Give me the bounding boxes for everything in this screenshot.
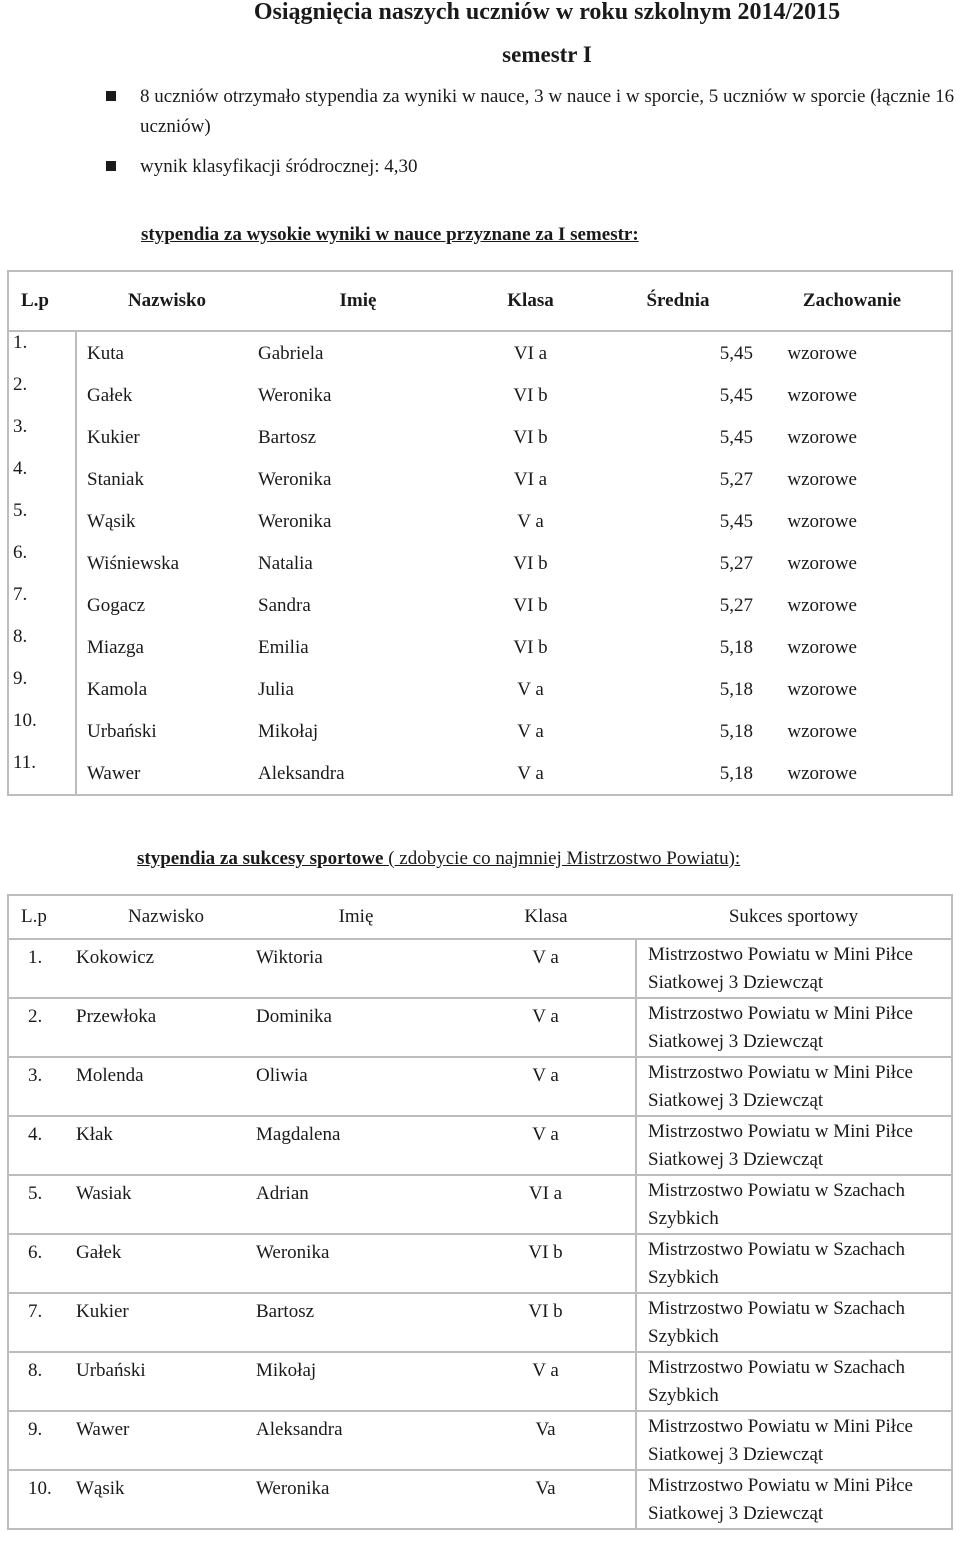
cell-nazwisko-text: Wawer (87, 763, 141, 784)
cell-srednia-text: 5,45 (719, 343, 753, 364)
cell-sukces (636, 1411, 952, 1470)
page-title: Osiągnięcia naszych uczniów w roku szkolnym 2014/2015 (253, 0, 841, 25)
sports-heading-bold: stypendia za sukcesy sportowe (137, 848, 384, 869)
cell-srednia (603, 374, 753, 416)
cell-imie (256, 1293, 456, 1352)
cell-zachowanie-text: wzorowe (787, 679, 857, 700)
cell-zachowanie-text: wzorowe (787, 595, 857, 616)
cell-zachowanie-text: wzorowe (787, 721, 857, 742)
cell-srednia-text: 5,18 (719, 763, 753, 784)
cell-lp (8, 374, 76, 416)
table-row (8, 668, 952, 710)
cell-lp (8, 626, 76, 668)
cell-lp (8, 710, 76, 752)
cell-imie-text: Natalia (258, 553, 313, 574)
cell-lp-text: 9. (13, 668, 28, 689)
cell-klasa (458, 500, 603, 542)
cell-imie (256, 1470, 456, 1529)
cell-imie (258, 584, 458, 626)
cell-sukces (636, 1293, 952, 1352)
cell-imie (256, 1234, 456, 1293)
cell-klasa (458, 668, 603, 710)
table-row (8, 500, 952, 542)
cell-nazwisko-text: Urbański (76, 1360, 146, 1381)
cell-srednia (603, 668, 753, 710)
cell-klasa (456, 1293, 636, 1352)
cell-imie-text: Oliwia (256, 1065, 308, 1086)
cell-zachowanie (753, 458, 952, 500)
cell-zachowanie (753, 374, 952, 416)
cell-lp-text: 7. (13, 584, 28, 605)
cell-lp-text: 4. (28, 1124, 43, 1145)
cell-lp (8, 998, 76, 1057)
cell-srednia (603, 752, 753, 795)
table-row (8, 458, 952, 500)
cell-lp-text: 4. (13, 458, 28, 479)
header-sukces: Sukces sportowy (728, 906, 859, 927)
cell-lp (8, 1352, 76, 1411)
header-lp: L.p (21, 290, 49, 311)
cell-imie (258, 542, 458, 584)
cell-nazwisko (76, 752, 258, 795)
cell-nazwisko (76, 374, 258, 416)
cell-nazwisko-text: Gałek (76, 1242, 122, 1263)
cell-srednia-text: 5,45 (719, 427, 753, 448)
cell-lp-text: 1. (28, 947, 43, 968)
cell-imie-text: Aleksandra (256, 1419, 343, 1440)
cell-imie-text: Dominika (256, 1006, 332, 1027)
cell-klasa-text: Va (535, 1478, 556, 1499)
cell-srednia (603, 500, 753, 542)
cell-imie (256, 1116, 456, 1175)
cell-klasa-text: VI a (513, 343, 548, 364)
cell-lp-text: 3. (28, 1065, 43, 1086)
cell-nazwisko (76, 1116, 256, 1175)
cell-imie-text: Julia (258, 679, 294, 700)
header-zachowanie: Zachowanie (802, 290, 902, 311)
cell-klasa (458, 458, 603, 500)
cell-klasa-text: VI b (513, 553, 548, 574)
summary-item-text: wynik klasyfikacji śródrocznej: 4,30 (140, 156, 418, 177)
cell-lp (8, 1234, 76, 1293)
cell-nazwisko-text: Gałek (87, 385, 133, 406)
cell-klasa (458, 542, 603, 584)
cell-imie (258, 668, 458, 710)
cell-nazwisko-text: Kukier (76, 1301, 129, 1322)
cell-nazwisko (76, 1470, 256, 1529)
cell-klasa (456, 1234, 636, 1293)
cell-imie-text: Adrian (256, 1183, 309, 1204)
cell-nazwisko (76, 1293, 256, 1352)
cell-klasa (456, 1057, 636, 1116)
cell-imie (258, 458, 458, 500)
cell-zachowanie (753, 331, 952, 374)
cell-zachowanie-text: wzorowe (787, 511, 857, 532)
cell-imie (256, 939, 456, 998)
cell-sukces (636, 1234, 952, 1293)
cell-lp-text: 2. (28, 1006, 43, 1027)
cell-nazwisko-text: Kłak (76, 1124, 113, 1145)
cell-imie (256, 1057, 456, 1116)
cell-imie-text: Weronika (258, 469, 332, 490)
cell-nazwisko-text: Wiśniewska (87, 553, 180, 574)
cell-imie (256, 1352, 456, 1411)
cell-zachowanie (753, 584, 952, 626)
cell-imie-text: Emilia (258, 637, 309, 658)
cell-lp (8, 500, 76, 542)
cell-lp (8, 1411, 76, 1470)
cell-nazwisko (76, 416, 258, 458)
cell-sukces (636, 998, 952, 1057)
cell-zachowanie-text: wzorowe (787, 637, 857, 658)
cell-srednia-text: 5,27 (719, 553, 753, 574)
table-row (8, 542, 952, 584)
cell-klasa (456, 1411, 636, 1470)
cell-klasa (458, 416, 603, 458)
table-row (8, 1293, 952, 1352)
cell-zachowanie (753, 542, 952, 584)
cell-lp (8, 668, 76, 710)
cell-klasa (456, 1352, 636, 1411)
cell-srednia-text: 5,27 (719, 595, 753, 616)
table-row (8, 1234, 952, 1293)
cell-nazwisko-text: Wasiak (76, 1183, 132, 1204)
cell-sukces-text: Mistrzostwo Powiatu w Szachach Szybkich (648, 1239, 905, 1288)
cell-imie-text: Bartosz (258, 427, 317, 448)
cell-lp-text: 7. (28, 1301, 43, 1322)
cell-klasa-text: VI b (513, 427, 548, 448)
cell-lp-text: 1. (13, 332, 28, 353)
cell-lp-text: 8. (13, 626, 28, 647)
cell-imie-text: Sandra (258, 595, 311, 616)
cell-lp-text: 6. (28, 1242, 43, 1263)
cell-nazwisko-text: Staniak (87, 469, 144, 490)
cell-sukces-text: Mistrzostwo Powiatu w Mini Piłce Siatkowej 3 Dziewcząt (648, 1062, 913, 1111)
cell-imie-text: Mikołaj (258, 721, 319, 742)
cell-zachowanie (753, 752, 952, 795)
cell-klasa-text: V a (517, 511, 544, 532)
cell-zachowanie (753, 500, 952, 542)
cell-nazwisko (76, 710, 258, 752)
cell-zachowanie (753, 416, 952, 458)
cell-nazwisko (76, 542, 258, 584)
cell-srednia-text: 5,18 (719, 637, 753, 658)
cell-klasa-text: VI b (513, 385, 548, 406)
cell-klasa (458, 584, 603, 626)
header-nazwisko: Nazwisko (127, 290, 207, 311)
cell-sukces (636, 939, 952, 998)
cell-nazwisko-text: Kukier (87, 427, 140, 448)
table-row (8, 626, 952, 668)
cell-imie-text: Weronika (256, 1478, 330, 1499)
cell-imie (258, 331, 458, 374)
cell-klasa (458, 331, 603, 374)
cell-imie (258, 374, 458, 416)
cell-klasa-text: V a (517, 679, 544, 700)
cell-lp-text: 10. (28, 1478, 52, 1499)
cell-lp (8, 331, 76, 374)
cell-imie (256, 998, 456, 1057)
sports-scholarships-table (7, 894, 953, 1530)
cell-nazwisko-text: Wąsik (87, 511, 136, 532)
cell-nazwisko (76, 1411, 256, 1470)
cell-lp (8, 752, 76, 795)
cell-nazwisko (76, 1234, 256, 1293)
table-row (8, 710, 952, 752)
cell-nazwisko (76, 626, 258, 668)
cell-lp-text: 5. (28, 1183, 43, 1204)
cell-srednia (603, 584, 753, 626)
cell-nazwisko (76, 458, 258, 500)
cell-lp-text: 9. (28, 1419, 43, 1440)
cell-klasa (458, 752, 603, 795)
cell-nazwisko-text: Gogacz (87, 595, 146, 616)
cell-srednia-text: 5,27 (719, 469, 753, 490)
cell-zachowanie-text: wzorowe (787, 763, 857, 784)
table-header-row (8, 271, 952, 331)
cell-klasa-text: VI b (528, 1242, 563, 1263)
cell-nazwisko (76, 500, 258, 542)
cell-zachowanie (753, 710, 952, 752)
cell-sukces (636, 1116, 952, 1175)
cell-lp (8, 939, 76, 998)
cell-nazwisko-text: Kamola (87, 679, 148, 700)
page-subtitle: semestr I (502, 42, 592, 67)
cell-lp (8, 584, 76, 626)
cell-sukces (636, 1175, 952, 1234)
cell-nazwisko (76, 998, 256, 1057)
cell-klasa-text: VI b (528, 1301, 563, 1322)
cell-srednia (603, 626, 753, 668)
cell-imie (258, 416, 458, 458)
cell-imie-text: Mikołaj (256, 1360, 317, 1381)
sports-heading-rest: ( zdobycie co najmniej Mistrzostwo Powiatu): (383, 848, 741, 869)
cell-zachowanie (753, 626, 952, 668)
cell-nazwisko-text: Wawer (76, 1419, 130, 1440)
cell-klasa (456, 998, 636, 1057)
cell-nazwisko (76, 1352, 256, 1411)
table-row (8, 1470, 952, 1529)
cell-nazwisko (76, 668, 258, 710)
table-header-row (8, 895, 952, 939)
square-bullet-icon (106, 91, 116, 101)
cell-srednia-text: 5,18 (719, 679, 753, 700)
cell-sukces-text: Mistrzostwo Powiatu w Szachach Szybkich (648, 1357, 905, 1406)
cell-klasa (458, 374, 603, 416)
header-lp: L.p (21, 906, 47, 927)
cell-nazwisko-text: Molenda (76, 1065, 144, 1086)
cell-sukces-text: Mistrzostwo Powiatu w Szachach Szybkich (648, 1298, 905, 1347)
cell-srednia (603, 331, 753, 374)
table-row (8, 374, 952, 416)
summary-item (0, 82, 960, 142)
cell-sukces-text: Mistrzostwo Powiatu w Mini Piłce Siatkowej 3 Dziewcząt (648, 944, 913, 993)
cell-lp (8, 1293, 76, 1352)
cell-imie-text: Wiktoria (256, 947, 323, 968)
cell-klasa (456, 1116, 636, 1175)
header-klasa: Klasa (507, 290, 554, 311)
table-row (8, 1057, 952, 1116)
cell-imie-text: Weronika (258, 511, 332, 532)
cell-imie (256, 1175, 456, 1234)
cell-sukces-text: Mistrzostwo Powiatu w Mini Piłce Siatkowej 3 Dziewcząt (648, 1003, 913, 1052)
table-row (8, 1116, 952, 1175)
cell-srednia-text: 5,45 (719, 385, 753, 406)
table-row (8, 998, 952, 1057)
cell-imie-text: Magdalena (256, 1124, 341, 1145)
cell-nazwisko (76, 584, 258, 626)
cell-lp (8, 416, 76, 458)
cell-zachowanie (753, 668, 952, 710)
cell-lp (8, 1116, 76, 1175)
cell-lp-text: 6. (13, 542, 28, 563)
cell-srednia (603, 542, 753, 584)
cell-klasa-text: V a (517, 721, 544, 742)
cell-imie-text: Weronika (256, 1242, 330, 1263)
cell-klasa-text: V a (532, 1124, 559, 1145)
cell-nazwisko-text: Urbański (87, 721, 157, 742)
cell-nazwisko (76, 1175, 256, 1234)
cell-zachowanie-text: wzorowe (787, 469, 857, 490)
cell-nazwisko (76, 331, 258, 374)
cell-srednia-text: 5,18 (719, 721, 753, 742)
summary-item-text: 8 uczniów otrzymało stypendia za wyniki w nauce, 3 w nauce i w sporcie, 5 uczniów w sporcie (łącznie 16 uczniów) (140, 86, 955, 137)
cell-lp-text: 8. (28, 1360, 43, 1381)
cell-zachowanie-text: wzorowe (787, 343, 857, 364)
cell-lp-text: 5. (13, 500, 28, 521)
cell-lp (8, 1057, 76, 1116)
academic-scholarships-heading: stypendia za wysokie wyniki w nauce przyznane za I semestr: (141, 224, 639, 245)
cell-lp-text: 2. (13, 374, 28, 395)
cell-klasa-text: VI b (513, 595, 548, 616)
cell-klasa-text: V a (532, 1360, 559, 1381)
cell-sukces-text: Mistrzostwo Powiatu w Mini Piłce Siatkowej 3 Dziewcząt (648, 1416, 913, 1465)
cell-lp (8, 1470, 76, 1529)
square-bullet-icon (106, 161, 116, 171)
table-row (8, 752, 952, 795)
cell-lp-text: 11. (13, 752, 37, 773)
cell-lp-text: 3. (13, 416, 28, 437)
academic-scholarships-table (7, 270, 953, 796)
cell-sukces (636, 1470, 952, 1529)
cell-lp (8, 1175, 76, 1234)
cell-lp (8, 542, 76, 584)
cell-klasa (456, 939, 636, 998)
cell-zachowanie-text: wzorowe (787, 385, 857, 406)
table-row (8, 939, 952, 998)
cell-klasa-text: VI a (513, 469, 548, 490)
cell-klasa (458, 626, 603, 668)
cell-klasa-text: V a (532, 947, 559, 968)
header-imie: Imię (339, 290, 377, 311)
cell-imie (258, 626, 458, 668)
cell-imie-text: Gabriela (258, 343, 324, 364)
cell-lp-text: 10. (13, 710, 37, 731)
cell-zachowanie-text: wzorowe (787, 553, 857, 574)
cell-imie-text: Weronika (258, 385, 332, 406)
table-row (8, 331, 952, 374)
summary-list (0, 82, 960, 182)
cell-srednia (603, 710, 753, 752)
cell-sukces (636, 1352, 952, 1411)
header-imie: Imię (338, 906, 374, 927)
cell-nazwisko-text: Kokowicz (76, 947, 155, 968)
cell-sukces (636, 1057, 952, 1116)
table-row (8, 416, 952, 458)
cell-klasa (456, 1175, 636, 1234)
header-srednia: Średnia (646, 290, 710, 311)
cell-klasa (456, 1470, 636, 1529)
cell-sukces-text: Mistrzostwo Powiatu w Mini Piłce Siatkowej 3 Dziewcząt (648, 1475, 913, 1524)
cell-imie (256, 1411, 456, 1470)
cell-klasa-text: VI b (513, 637, 548, 658)
table-row (8, 1352, 952, 1411)
cell-imie-text: Bartosz (256, 1301, 315, 1322)
cell-nazwisko-text: Miazga (87, 637, 144, 658)
cell-zachowanie-text: wzorowe (787, 427, 857, 448)
cell-klasa-text: V a (532, 1065, 559, 1086)
cell-klasa-text: Va (535, 1419, 556, 1440)
table-row (8, 1175, 952, 1234)
cell-klasa-text: V a (517, 763, 544, 784)
cell-nazwisko-text: Wąsik (76, 1478, 125, 1499)
cell-imie (258, 752, 458, 795)
cell-klasa-text: VI a (528, 1183, 563, 1204)
header-nazwisko: Nazwisko (128, 906, 204, 927)
cell-sukces-text: Mistrzostwo Powiatu w Mini Piłce Siatkowej 3 Dziewcząt (648, 1121, 913, 1170)
cell-nazwisko (76, 1057, 256, 1116)
table-row (8, 1411, 952, 1470)
cell-klasa-text: V a (532, 1006, 559, 1027)
cell-imie-text: Aleksandra (258, 763, 345, 784)
header-klasa: Klasa (524, 906, 568, 927)
cell-srednia (603, 416, 753, 458)
cell-nazwisko-text: Kuta (87, 343, 124, 364)
cell-imie (258, 710, 458, 752)
cell-nazwisko-text: Przewłoka (76, 1006, 157, 1027)
cell-nazwisko (76, 939, 256, 998)
summary-item (0, 152, 960, 182)
cell-srednia (603, 458, 753, 500)
cell-imie (258, 500, 458, 542)
sports-scholarships-heading (137, 846, 740, 872)
cell-lp (8, 458, 76, 500)
table-row (8, 584, 952, 626)
cell-sukces-text: Mistrzostwo Powiatu w Szachach Szybkich (648, 1180, 905, 1229)
cell-klasa (458, 710, 603, 752)
cell-srednia-text: 5,45 (719, 511, 753, 532)
